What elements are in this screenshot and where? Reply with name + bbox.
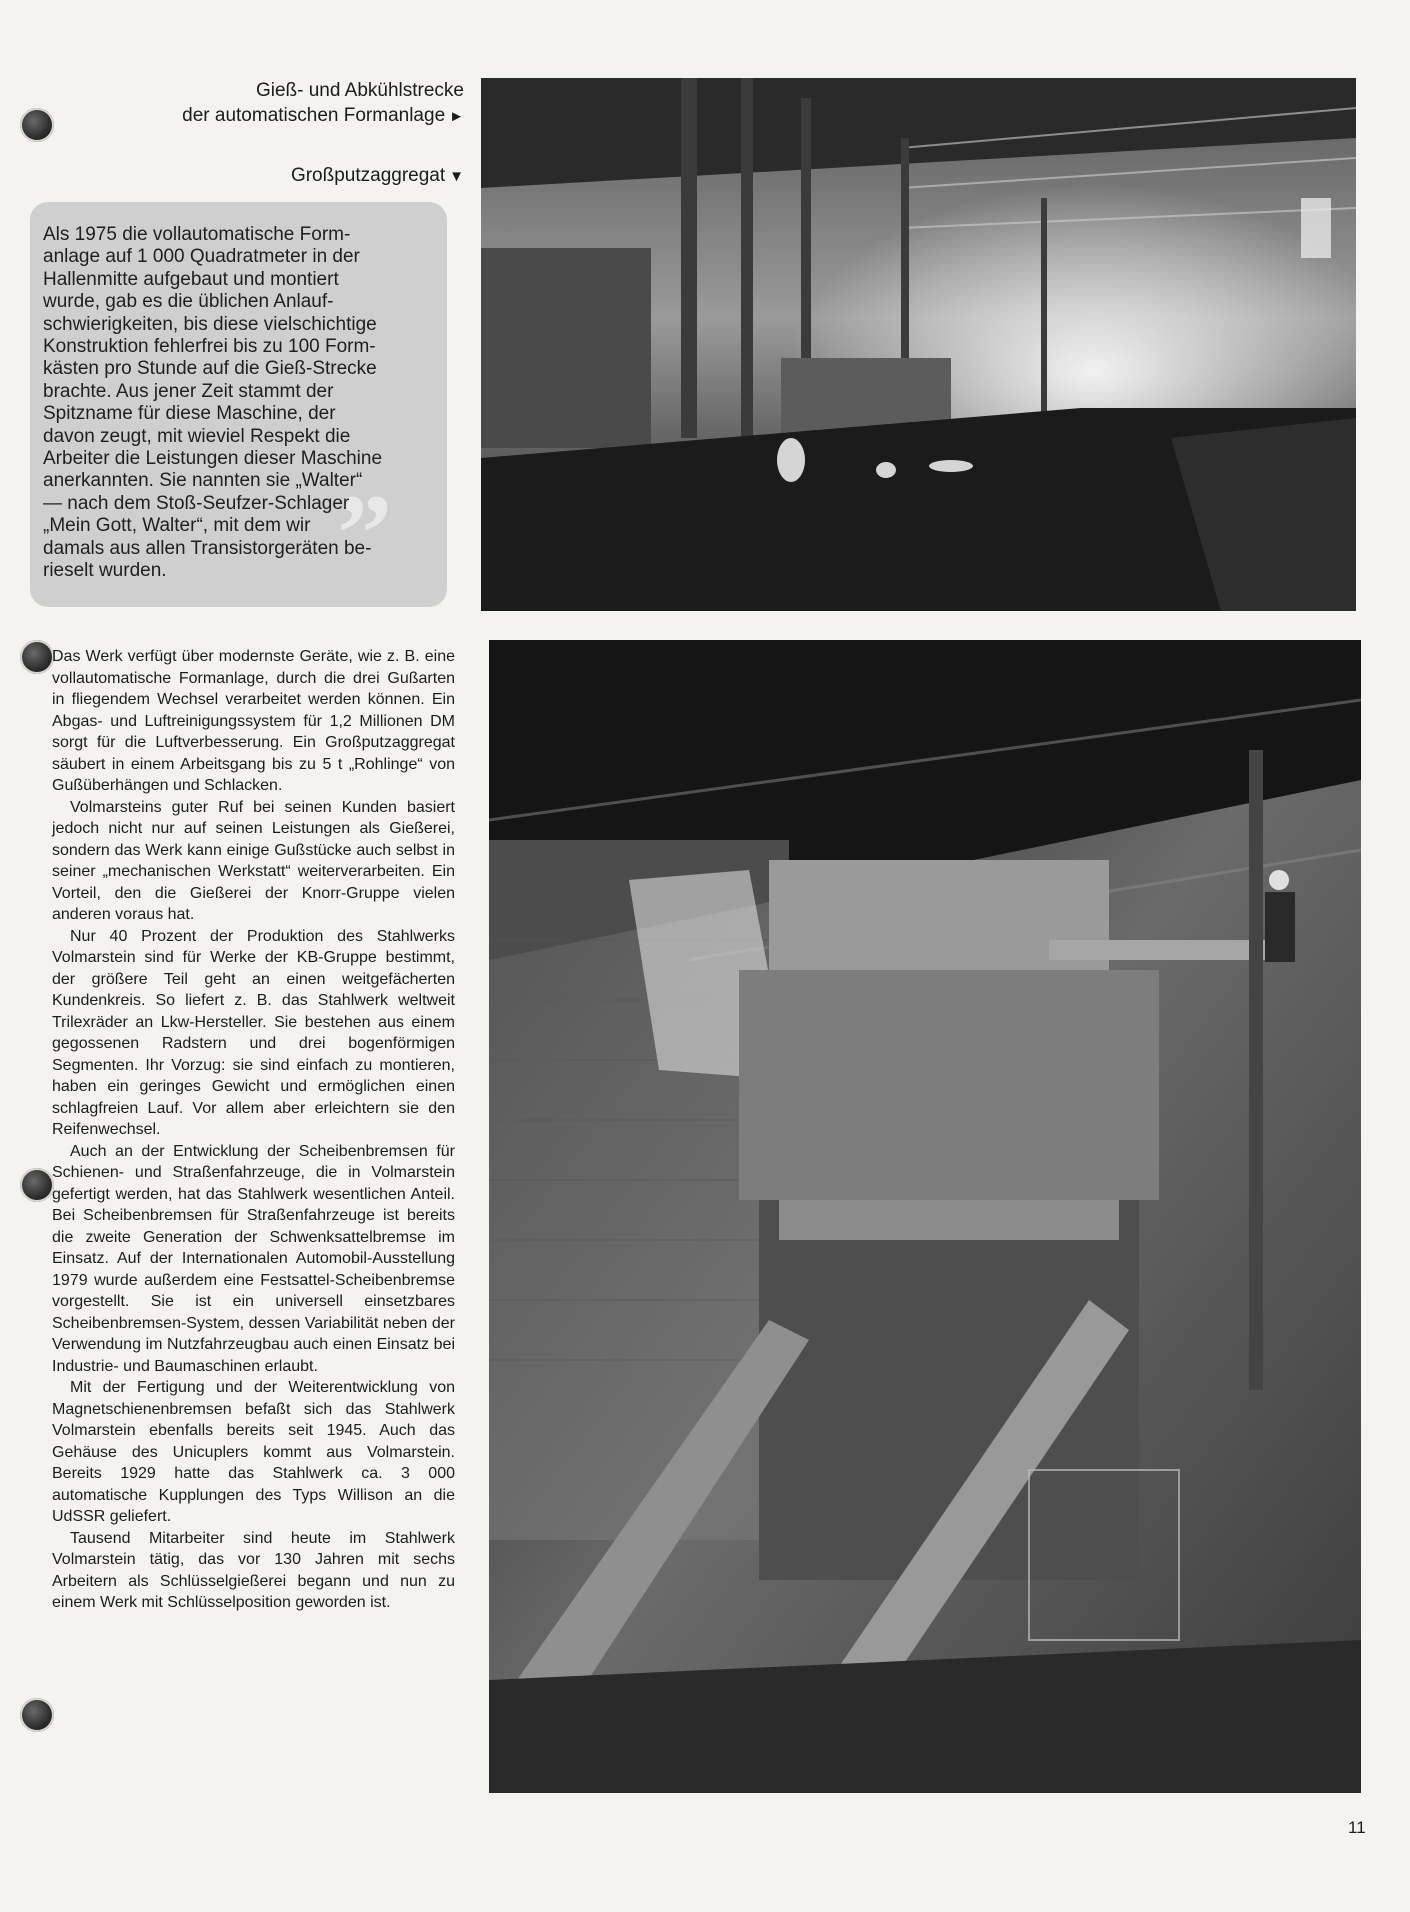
arrow-down-icon: ▼ [449, 168, 464, 185]
casting-line-photo [481, 78, 1356, 611]
info-box-text: Als 1975 die vollautomatische Form- anlage auf 1 000 Quadratmeter in der Hallenmitte aufgebaut und montiert wurde, gab es die üblichen Anlauf- schwierigkeiten, bis diese vielschichtige Konstruktion fehlerfrei bis zu 100 Form- kästen pro Stunde auf die Gieß-Strecke brachte. Aus jener Zeit stammt der Spitzname für diese Maschine, der davon zeugt, mit wieviel Respekt die Arbeiter die Leistungen dieser Maschine anerkannten. Sie nannten sie „Walter“ — nach dem Stoß-Seufzer-Schlager „Mein Gott, Walter“, mit dem wir damals aus allen Transistorgeräten be- rieselt wurden. [43, 224, 383, 582]
caption-line-2: der automatischen Formanlage [182, 105, 446, 126]
cleaning-unit-photo-image [489, 640, 1361, 1793]
paragraph-4: Auch an der Entwicklung der Scheibenbremsen für Schienen- und Straßenfahrzeuge, die in Volmarstein gefertigt werden, hat das Stahlwerk wesentlichen Anteil. Bei Scheibenbremsen für Straßenfahrzeuge ist bereits die zweite Generation der Schwenksattelbremse im Einsatz. Auf der Internationalen Automobil-Ausstellung 1979 wurde außerdem eine Festsattel-Scheibenbremse vorgestellt. Sie ist ein universell einsetzbares Scheibenbremsen-System, dessen Variabilität neben der Verwendung im Nutzfahrzeugbau auch einen Einsatz bei Industrie- und Baumaschinen erlaubt. [52, 1142, 455, 1375]
binder-hole-3 [20, 1168, 54, 1202]
caption-line-3: Großputzaggregat [290, 165, 446, 186]
casting-line-photo-image [481, 78, 1356, 611]
caption-bottom-photo [44, 163, 464, 189]
paragraph-3: Nur 40 Prozent der Produktion des Stahlwerks Volmarstein sind für Werke der KB-Gruppe bestimmt, der größere Teil geht an einen weitgefächerten Kundenkreis. So liefert z. B. das Stahlwerk weltweit Trilexräder an Lkw-Hersteller. Sie bestehen aus einem gegossenen Radstern und drei bogenförmigen Segmenten. Ihr Vorzug: sie sind einfach zu montieren, haben ein geringes Gewicht und ermöglichen einen schlagfreien Lauf. Vor allem aber erleichtern sie den Reifenwechsel. [52, 927, 455, 1138]
caption-line-1: Gieß- und Abkühlstrecke [255, 80, 464, 101]
paragraph-1: Das Werk verfügt über modernste Geräte, wie z. B. eine vollautomatische Formanlage, durch die drei Gußarten in fliegendem Wechsel verarbeitet werden können. Ein Abgas- und Luftreinigungssystem für 1,2 Millionen DM sorgt für die Luftverbesserung. Ein Großputzaggregat säubert in einem Arbeitsgang bis zu 5 t „Rohlinge“ von Gußüberhängen und Schlacken. [52, 648, 455, 794]
paragraph-6: Tausend Mitarbeiter sind heute im Stahlwerk Volmarstein tätig, das vor 130 Jahren mit sechs Arbeitern als Schlüsselgießerei begann und nun zu einem Werk mit Schlüsselposition geworden ist. [52, 1529, 455, 1611]
caption-top-photo [44, 78, 464, 103]
quote-mark-icon: ” [337, 472, 392, 594]
cleaning-unit-photo [489, 640, 1361, 1793]
page-number: 11 [1348, 1818, 1366, 1837]
arrow-right-icon: ► [449, 108, 464, 125]
photo-captions [44, 78, 464, 189]
paragraph-2: Volmarsteins guter Ruf bei seinen Kunden basiert jedoch nicht nur auf seinen Leistungen als Gießerei, sondern das Werk kann einige Gußstücke auch selbst in seiner „mechanischen Werkstatt“ weiterverarbeiten. Ein Vorteil, den die Gießerei der Knorr-Gruppe vielen anderen voraus hat. [52, 798, 455, 923]
binder-hole-2 [20, 640, 54, 674]
article-body [52, 646, 455, 1614]
walter-info-box [30, 202, 447, 607]
paragraph-5: Mit der Fertigung und der Weiterentwicklung von Magnetschienenbremsen befaßt sich das Stahlwerk Volmarstein ebenfalls bereits seit 1945. Auch das Gehäuse des Unicuplers kommt aus Volmarstein. Bereits 1929 hatte das Stahlwerk ca. 3 000 automatische Kupplungen des Typs Willison an die UdSSR geliefert. [52, 1379, 455, 1525]
caption-line-2-wrap [44, 103, 464, 129]
binder-hole-4 [20, 1698, 54, 1732]
